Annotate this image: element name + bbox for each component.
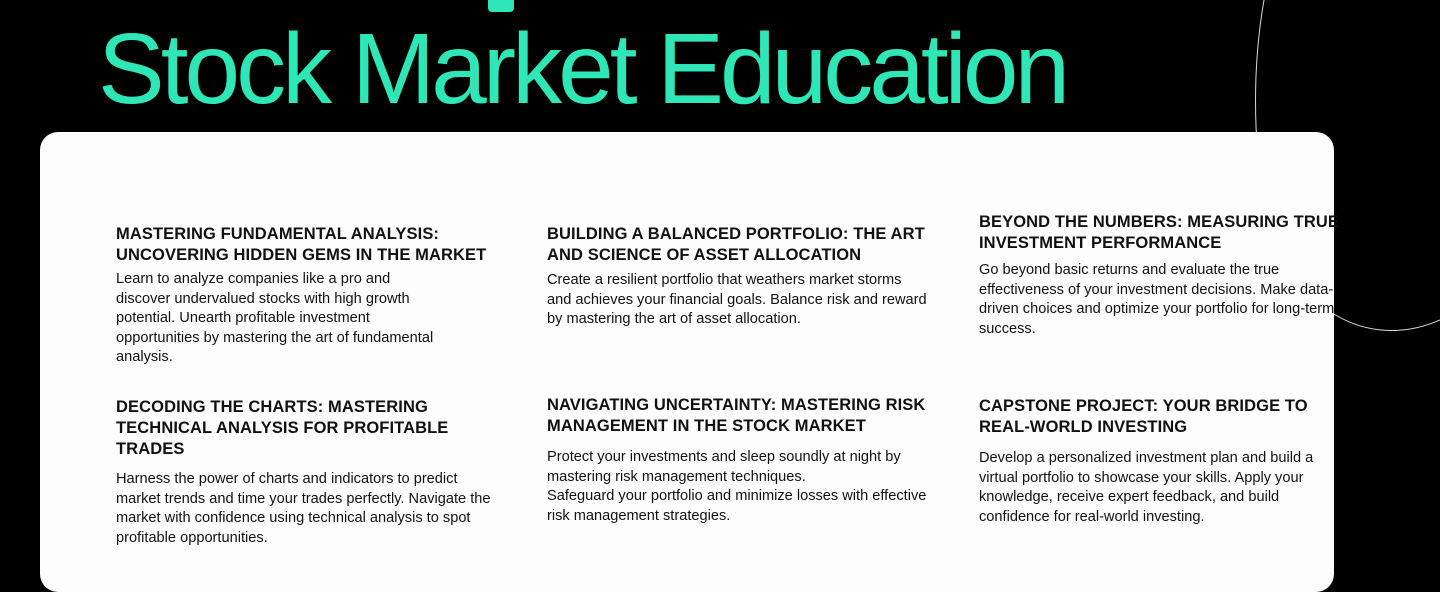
module-risk-management: [547, 395, 927, 526]
module-description: Go beyond basic returns and evaluate the true effectiveness of your investment decisions. Make data-driven choices and optimize your portfolio for long-term success.: [979, 262, 1335, 337]
module-investment-performance: [979, 212, 1339, 339]
hero-title-cropped-glyph: [488, 0, 514, 12]
module-capstone-project: [979, 396, 1339, 527]
module-description: Protect your investments and sleep soundly at night by mastering risk management techniques. Safeguard your portfolio and minimize losses with effective risk management strategies.: [547, 449, 927, 524]
module-title: MASTERING FUNDAMENTAL ANALYSIS: UNCOVERING HIDDEN GEMS IN THE MARKET: [116, 225, 487, 264]
module-description: Learn to analyze companies like a pro and discover undervalued stocks with high growth potential. Unearth profitable investment opportunities by mastering the art of fundamental analysis.: [116, 271, 434, 365]
modules-card: [40, 132, 1339, 592]
module-title: DECODING THE CHARTS: MASTERING TECHNICAL ANALYSIS FOR PROFITABLE TRADES: [116, 398, 449, 458]
page-title: Stock Market Education: [98, 13, 1067, 125]
module-description: Harness the power of charts and indicators to predict market trends and time your trades perfectly. Navigate the market with confidence using technical analysis to spot profitable opportunities.: [116, 471, 491, 546]
module-technical-analysis: [116, 397, 496, 548]
module-title: BUILDING A BALANCED PORTFOLIO: THE ART AND SCIENCE OF ASSET ALLOCATION: [547, 225, 925, 264]
module-title: CAPSTONE PROJECT: YOUR BRIDGE TO REAL-WORLD INVESTING: [979, 397, 1308, 436]
module-title: BEYOND THE NUMBERS: MEASURING TRUE INVESTMENT PERFORMANCE: [979, 213, 1339, 252]
module-title: NAVIGATING UNCERTAINTY: MASTERING RISK MANAGEMENT IN THE STOCK MARKET: [547, 396, 926, 435]
module-description: Create a resilient portfolio that weathers market storms and achieves your financial goals. Balance risk and reward by mastering the art of asset allocation.: [547, 272, 927, 327]
module-fundamental-analysis: [116, 224, 496, 368]
module-description: Develop a personalized investment plan and build a virtual portfolio to showcase your skills. Apply your knowledge, receive expert feedback, and build confidence for real-world investing.: [979, 450, 1314, 525]
module-balanced-portfolio: [547, 224, 927, 330]
